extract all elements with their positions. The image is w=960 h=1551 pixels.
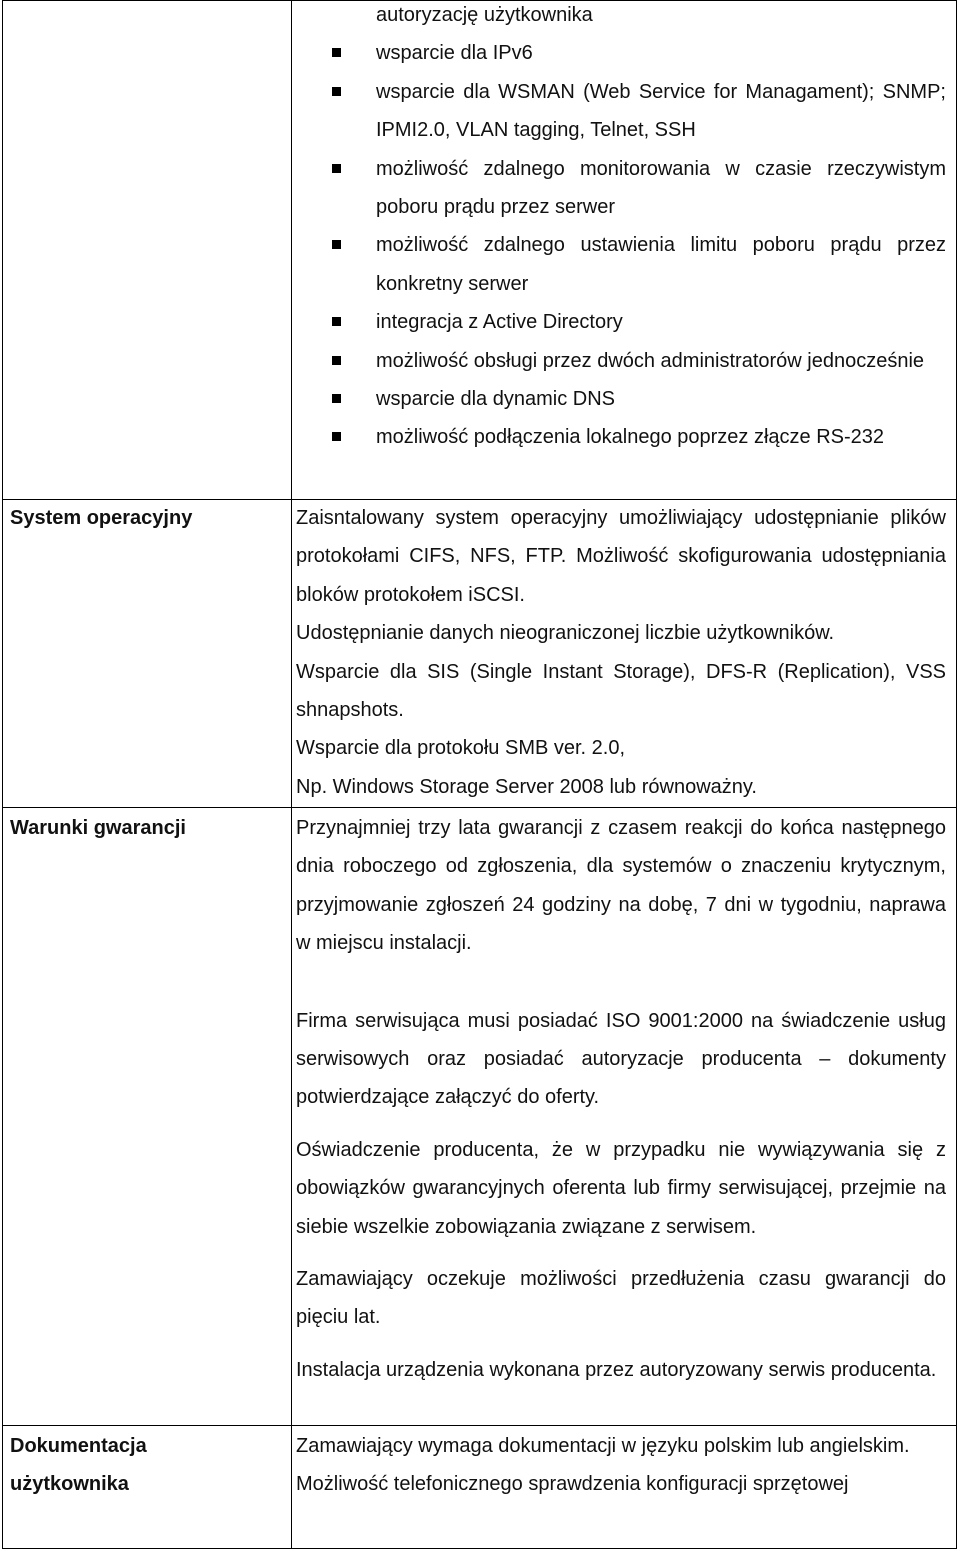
row-divider-docs xyxy=(3,1425,956,1426)
features-list xyxy=(296,0,946,457)
list-item: autoryzację użytkownika xyxy=(376,4,593,26)
system-paragraph: Np. Windows Storage Server 2008 lub równoważny. xyxy=(296,775,757,798)
system-paragraph: Udostępnianie danych nieograniczonej liczbie użytkowników. xyxy=(296,622,835,645)
list-item: możliwość obsługi przez dwóch administratorów jednocześnie xyxy=(296,342,946,380)
system-paragraph: Zaisntalowany system operacyjny umożliwiający udostępnianie plików protokołami CIFS, NFS, FTP. Możliwość skofigurowania udostępniania bloków protokołem iSCSI. xyxy=(296,507,946,606)
system-paragraph: Wsparcie dla protokołu SMB ver. 2.0, xyxy=(296,737,626,760)
list-item: możliwość podłączenia lokalnego poprzez złącze RS-232 xyxy=(296,418,946,456)
column-divider xyxy=(291,1,292,1548)
warranty-paragraph: Oświadczenie producenta, że w przypadku nie wywiązywania się z obowiązków gwarancyjnych oferenta lub firmy serwisującej, przejmie na siebie wszelkie zobowiązania związane z serwisem. xyxy=(296,1138,946,1238)
row-label-system: System operacyjny xyxy=(10,507,193,529)
list-item: integracja z Active Directory xyxy=(296,303,946,341)
system-paragraph: Wsparcie dla SIS (Single Instant Storage), DFS-R (Replication), VSS shnapshots. xyxy=(296,660,946,722)
row-label-docs: Dokumentacja użytkownika xyxy=(10,1435,147,1495)
features-cell xyxy=(296,0,946,457)
warranty-paragraph: Instalacja urządzenia wykonana przez autoryzowany serwis producenta. xyxy=(296,1358,937,1381)
docs-cell xyxy=(296,1427,946,1504)
list-item: wsparcie dla IPv6 xyxy=(296,34,946,72)
docs-paragraph: Zamawiający wymaga dokumentacji w języku polskim lub angielskim. xyxy=(296,1435,910,1457)
list-item: możliwość zdalnego monitorowania w czasie rzeczywistym poboru prądu przez serwer xyxy=(296,150,946,227)
row-divider-warranty xyxy=(3,807,956,808)
warranty-cell xyxy=(296,809,946,1389)
docs-paragraph: Możliwość telefonicznego sprawdzenia konfiguracji sprzętowej xyxy=(296,1473,849,1496)
list-item: możliwość zdalnego ustawienia limitu poboru prądu przez konkretny serwer xyxy=(296,226,946,303)
list-item: wsparcie dla dynamic DNS xyxy=(296,380,946,418)
system-cell xyxy=(296,499,946,806)
list-item: wsparcie dla WSMAN (Web Service for Managament); SNMP; IPMI2.0, VLAN tagging, Telnet, SSH xyxy=(296,73,946,150)
warranty-paragraph: Firma serwisująca musi posiadać ISO 9001:2000 na świadczenie usług serwisowych oraz posiadać autoryzacje producenta – dokumenty potwierdzające załączyć do oferty. xyxy=(296,1009,946,1109)
row-label-warranty: Warunki gwarancji xyxy=(10,817,186,839)
warranty-paragraph: Przynajmniej trzy lata gwarancji z czasem reakcji do końca następnego dnia roboczego od zgłoszenia, dla systemów o znaczeniu krytycznym, przyjmowanie zgłoszeń 24 godziny na dobę, 7 dni w tygodniu, naprawa w miejscu instalacji. xyxy=(296,817,946,955)
warranty-paragraph: Zamawiający oczekuje możliwości przedłużenia czasu gwarancji do pięciu lat. xyxy=(296,1268,946,1329)
